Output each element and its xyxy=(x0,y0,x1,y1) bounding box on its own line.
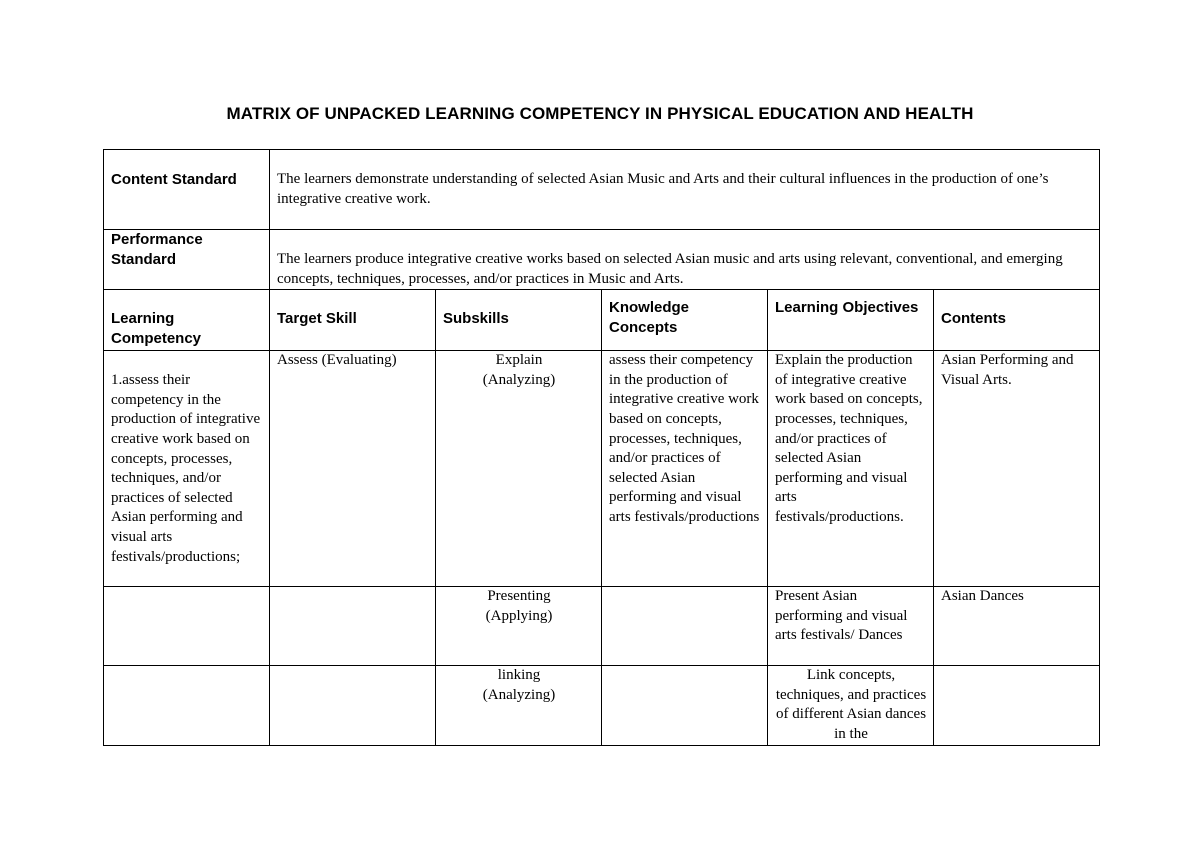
target-skill-cell: Assess (Evaluating) xyxy=(270,351,436,587)
performance-standard-row xyxy=(104,230,1100,290)
header-learning-objectives: Learning Objectives xyxy=(768,290,934,351)
subskills-cell xyxy=(436,587,602,666)
target-skill-cell xyxy=(270,666,436,745)
contents-cell xyxy=(934,666,1100,745)
subskills-cell xyxy=(436,351,602,587)
column-header-row xyxy=(104,290,1100,351)
subskill-name: linking xyxy=(497,667,541,684)
learning-competency-cell xyxy=(104,666,270,745)
knowledge-concepts-cell xyxy=(602,587,768,666)
subskill-name: Presenting xyxy=(487,588,551,605)
knowledge-concepts-cell xyxy=(602,666,768,745)
learning-competency-cell: 1.assess their competency in the production of integrative creative work based on concepts, processes, techniques, and/or practices of selected Asian performing and visual arts festivals/productions; xyxy=(104,351,270,587)
target-skill-cell xyxy=(270,587,436,666)
table-row xyxy=(104,666,1100,745)
subskill-name: Explain xyxy=(495,352,543,369)
performance-standard-label: Performance Standard xyxy=(104,230,270,290)
performance-standard-text: The learners produce integrative creative works based on selected Asian music and arts using relevant, conventional, and emerging concepts, techniques, processes, and/or practices in Music and Arts. xyxy=(270,230,1100,290)
table-row xyxy=(104,351,1100,587)
learning-objectives-cell: Present Asian performing and visual arts festivals/ Dances xyxy=(768,587,934,666)
knowledge-concepts-cell: assess their competency in the production of integrative creative work based on concepts, processes, techniques, and/or practices of selected Asian performing and visual arts festivals/productions xyxy=(602,351,768,587)
header-knowledge-concepts: Knowledge Concepts xyxy=(602,290,768,351)
header-subskills: Subskills xyxy=(436,290,602,351)
learning-competency-cell xyxy=(104,587,270,666)
content-standard-row xyxy=(104,150,1100,230)
subskill-level: (Analyzing) xyxy=(482,371,556,388)
learning-objectives-cell: Link concepts, techniques, and practices of different Asian dances in the xyxy=(768,666,934,745)
contents-cell: Asian Dances xyxy=(934,587,1100,666)
subskill-level: (Analyzing) xyxy=(482,686,556,703)
subskills-cell xyxy=(436,666,602,745)
contents-cell: Asian Performing and Visual Arts. xyxy=(934,351,1100,587)
page-title: MATRIX OF UNPACKED LEARNING COMPETENCY IN PHYSICAL EDUCATION AND HEALTH xyxy=(226,104,974,123)
header-learning-competency: Learning Competency xyxy=(104,290,270,351)
content-standard-label: Content Standard xyxy=(104,150,270,230)
competency-matrix-table xyxy=(103,149,1100,746)
subskill-level: (Applying) xyxy=(485,607,553,624)
header-target-skill: Target Skill xyxy=(270,290,436,351)
learning-objectives-cell: Explain the production of integrative creative work based on concepts, processes, techniques, and/or practices of selected Asian performing and visual arts festivals/productions. xyxy=(768,351,934,587)
table-row xyxy=(104,587,1100,666)
header-contents: Contents xyxy=(934,290,1100,351)
content-standard-text: The learners demonstrate understanding of selected Asian Music and Arts and their cultural influences in the production of one’s integrative creative work. xyxy=(270,150,1100,230)
